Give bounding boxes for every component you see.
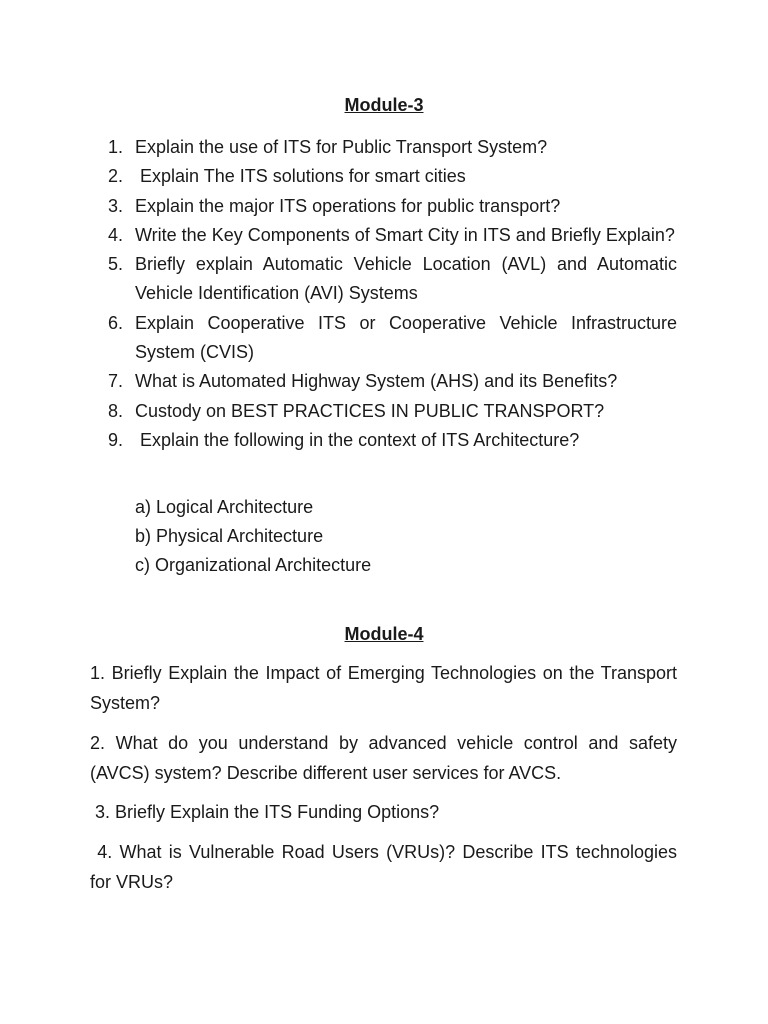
question-text: Explain The ITS solutions for smart cities xyxy=(135,166,466,187)
sub-item-logical: a) Logical Architecture xyxy=(135,497,314,517)
question-text: Explain the following in the context of ITS Architecture? xyxy=(135,429,580,450)
sub-item-physical: b) Physical Architecture xyxy=(135,526,324,546)
sub-item-organizational: c) Organizational Architecture xyxy=(135,555,372,575)
question-text: Explain the major ITS operations for public transport? xyxy=(135,195,561,216)
question-number: 6. xyxy=(108,312,124,333)
question-number: 8. xyxy=(108,400,124,421)
question-item xyxy=(108,192,677,221)
question-item xyxy=(108,397,677,426)
module-4-question-3: 3. Briefly Explain the ITS Funding Options? xyxy=(90,802,440,822)
question-text: Explain Cooperative ITS or Cooperative Vehicle Infrastructure System (CVIS) xyxy=(135,312,683,363)
module-3-question-list xyxy=(108,133,683,455)
question-number: 3. xyxy=(108,195,124,216)
question-text: What is Automated Highway System (AHS) and its Benefits? xyxy=(135,371,618,392)
architecture-sub-list xyxy=(135,493,371,580)
question-item xyxy=(108,309,683,368)
question-number: 4. xyxy=(108,224,124,245)
question-number: 7. xyxy=(108,371,124,392)
question-number: 1. xyxy=(108,137,124,157)
question-number: 2. xyxy=(108,166,124,187)
question-text: Explain the use of ITS for Public Transport System? xyxy=(135,137,548,157)
question-item xyxy=(108,133,677,162)
module-4-question-4: 4. What is Vulnerable Road Users (VRUs)? Describe ITS technologies for VRUs? xyxy=(90,842,682,892)
question-item xyxy=(108,367,677,396)
question-text: Custody on BEST PRACTICES IN PUBLIC TRANSPORT? xyxy=(135,400,605,421)
module-4-question-2: 2. What do you understand by advanced vehicle control and safety (AVCS) system? Describe different user services for AVCS. xyxy=(90,733,683,783)
question-number: 5. xyxy=(108,254,124,275)
module-4-question-1: 1. Briefly Explain the Impact of Emerging Technologies on the Transport System? xyxy=(90,663,683,713)
module-4-heading: Module-4 xyxy=(344,624,424,644)
question-item xyxy=(108,221,677,250)
module-3-heading: Module-3 xyxy=(344,95,424,115)
question-item xyxy=(108,426,677,455)
question-item xyxy=(108,250,683,309)
question-item xyxy=(108,162,677,191)
question-text: Briefly explain Automatic Vehicle Location (AVL) and Automatic Vehicle Identification (AVI) Systems xyxy=(135,254,683,304)
question-number: 9. xyxy=(108,429,124,450)
question-text: Write the Key Components of Smart City in ITS and Briefly Explain? xyxy=(135,224,675,245)
